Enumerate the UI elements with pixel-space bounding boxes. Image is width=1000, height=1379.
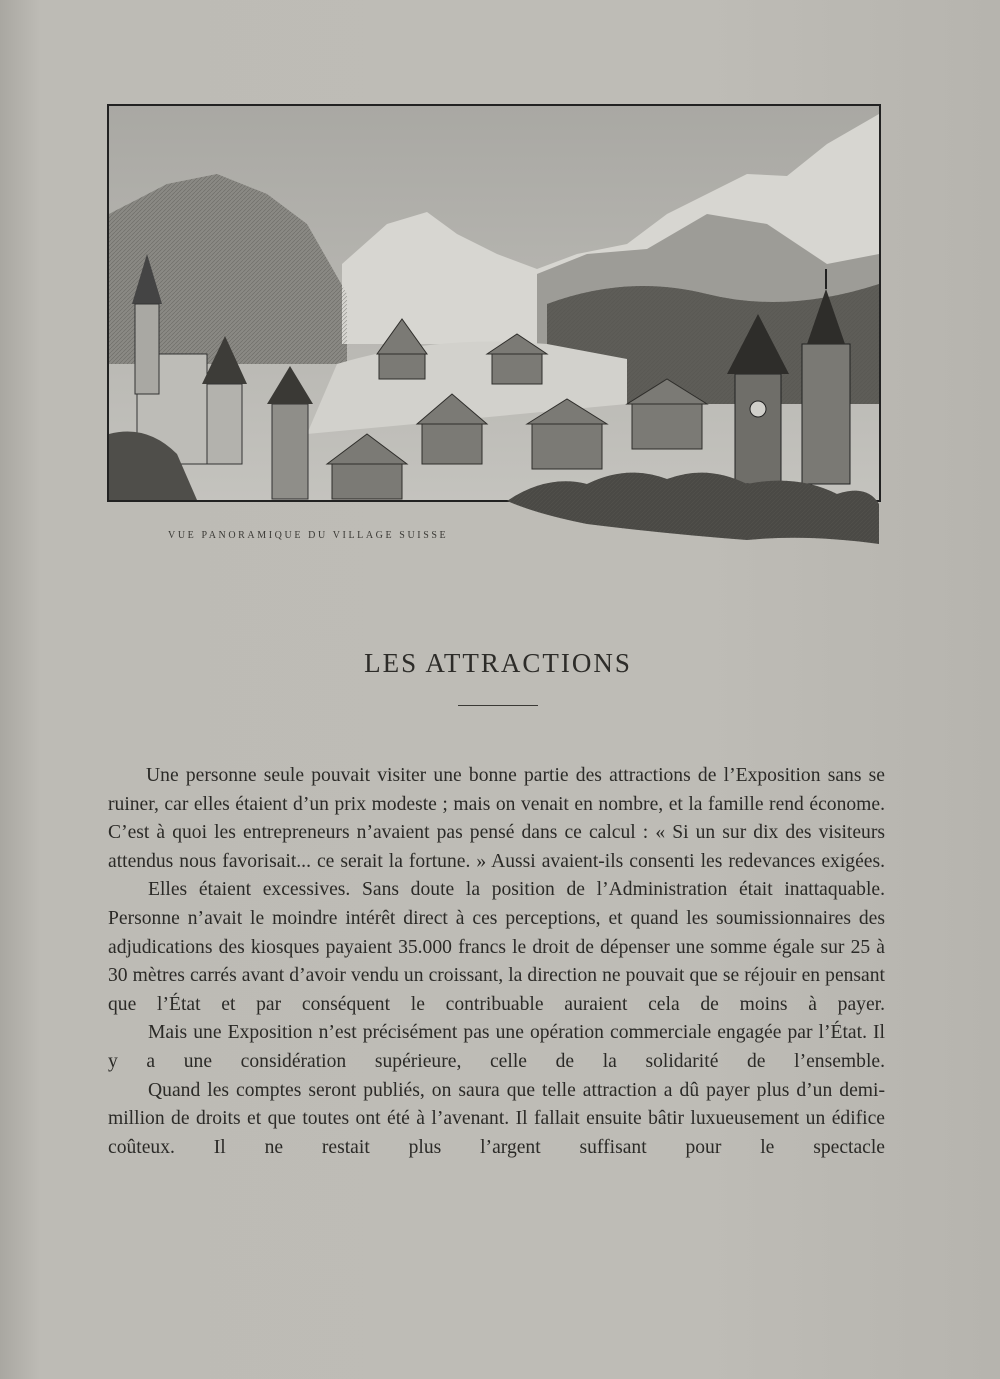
paragraph: Une personne seule pouvait visiter une bonne partie des attractions de l’Exposition sans se ruiner, car elles étaient d’un prix modeste ; mais on venait en nombre, et la famille rend économe. C’est à quoi les entrepreneurs n’avaient pas pensé dans ce calcul : « Si un sur dix des visiteurs attendus nous favorisait... ce serait la fortune. » Aussi avaient-ils consenti les redevances exigées. [108,765,885,872]
illustration-caption: VUE PANORAMIQUE DU VILLAGE SUISSE [168,530,449,541]
heading-divider [458,705,538,706]
paragraph: Quand les comptes seront publiés, on saura que telle attraction a dû payer plus d’un demi-million de droits et que toutes ont été à l’avenant. Il fallait ensuite bâtir luxueusement un édifice coûteux. Il ne restait plus l’argent suffisant pour le spectacle [108,1079,885,1158]
body-text [108,762,885,1162]
village-illustration [107,104,881,544]
paragraph: Mais une Exposition n’est précisément pas une opération commerciale engagée par l’État. Il y a une considération supérieure, celle de la solidarité de l’ensemble. [108,1022,885,1072]
paragraph: Elles étaient excessives. Sans doute la position de l’Administration était inattaquable. Personne n’avait le moindre intérêt direct à ces perceptions, et quand les soumissionnaires des adjudications des kiosques payaient 35.000 francs le droit de dépenser une somme égale sur 25 à 30 mètres carrés avant d’avoir vendu un croissant, la direction ne pouvait que se réjouir en pensant que l’État et par conséquent le contribuable auraient cela de moins à payer. [108,879,885,1015]
chapter-heading: LES ATTRACTIONS [364,648,632,678]
